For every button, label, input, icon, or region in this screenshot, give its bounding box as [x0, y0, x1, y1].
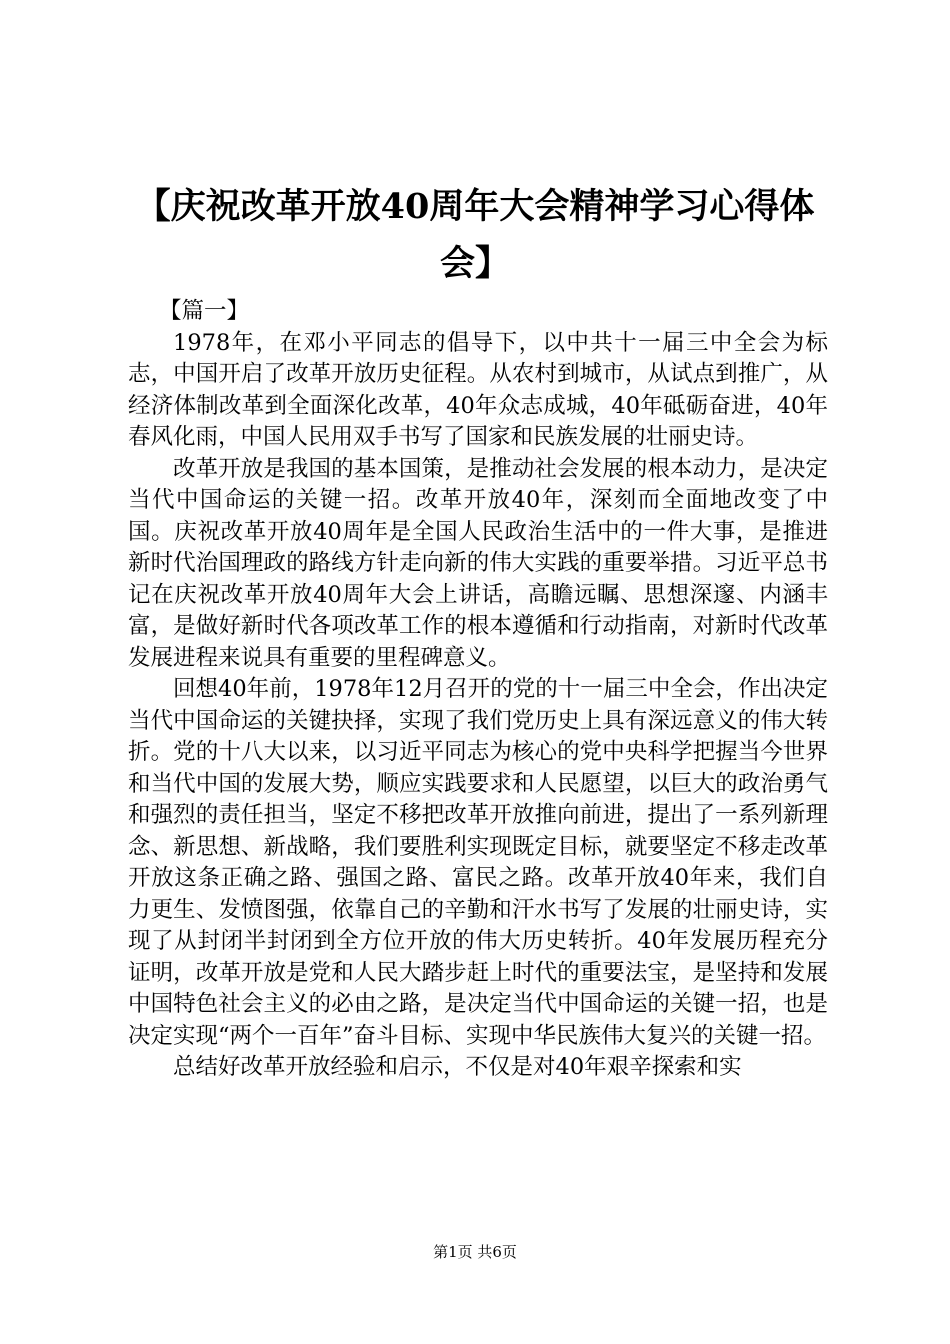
page-footer: 第1页 共6页: [433, 1243, 517, 1261]
section-label: 【篇一】: [159, 298, 250, 324]
document-title: 【庆祝改革开放40周年大会精神学习心得体会】: [135, 186, 815, 284]
paragraph: 回想40年前，1978年12月召开的党的十一届三中全会，作出决定当代中国命运的关键抉择，实现了我们党历史上具有深远意义的伟大转折。党的十八大以来，以习近平同志为核心的党中央科学把握当今世界和当代中国的发展大势，顺应实践要求和人民愿望，以巨大的政治勇气和强烈的责任担当，坚定不移把改革开放推向前进，提出了一系列新理念、新思想、新战略，我们要胜利实现既定目标，就要坚定不移走改革开放这条正确之路、强国之路、富民之路。改革开放40年来，我们自力更生、发愤图强，依靠自己的辛勤和汗水书写了发展的壮丽史诗，实现了从封闭半封闭到全方位开放的伟大历史转折。40年发展历程充分证明，改革开放是党和人民大踏步赶上时代的重要法宝，是坚持和发展中国特色社会主义的必由之路，是决定当代中国命运的关键一招，也是决定实现“两个一百年”奋斗目标、实现中华民族伟大复兴的关键一招。: [128, 676, 828, 1049]
document-body: [128, 296, 828, 1084]
paragraph: 总结好改革开放经验和启示，不仅是对40年艰辛探索和实: [173, 1054, 742, 1080]
paragraph: 改革开放是我国的基本国策，是推动社会发展的根本动力，是决定当代中国命运的关键一招。改革开放40年，深刻而全面地改变了中国。庆祝改革开放40周年是全国人民政治生活中的一件大事，是推进新时代治国理政的路线方针走向新的伟大实践的重要举措。习近平总书记在庆祝改革开放40周年大会上讲话，高瞻远瞩、思想深邃、内涵丰富，是做好新时代各项改革工作的根本遵循和行动指南，对新时代改革发展进程来说具有重要的里程碑意义。: [128, 455, 828, 671]
paragraph: 1978年，在邓小平同志的倡导下，以中共十一届三中全会为标志，中国开启了改革开放历史征程。从农村到城市，从试点到推广，从经济体制改革到全面深化改革，40年众志成城，40年砥砺奋进，40年春风化雨，中国人民用双手书写了国家和民族发展的壮丽史诗。: [128, 329, 828, 450]
